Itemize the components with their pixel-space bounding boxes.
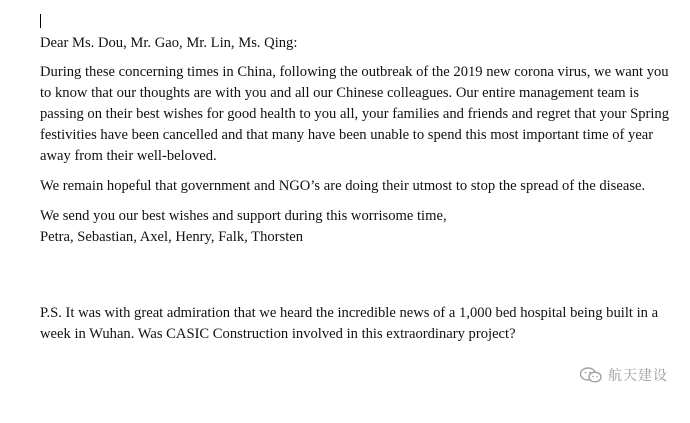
text-cursor (40, 14, 41, 28)
paragraph-1: During these concerning times in China, following the outbreak of the 2019 new corona virus, we want you to know that our thoughts are with you and all our Chinese colleagues. Our entire management team is passing on their best wishes for good health to you all, your families and friends and regret that your Spring festivities have been cancelled and that many have been unable to spend this most important time of year away from their well-beloved. (40, 64, 670, 164)
signatures: Petra, Sebastian, Axel, Henry, Falk, Thorsten (40, 229, 304, 245)
wechat-icon (579, 366, 603, 384)
postscript: P.S. It was with great admiration that we heard the incredible news of a 1,000 bed hospital being built in a week in Wuhan. Was CASIC Construction involved in this extraordinary project? (40, 305, 659, 342)
closing-line: We send you our best wishes and support during this worrisome time, (40, 208, 447, 224)
watermark-label: 航天建设 (608, 368, 668, 384)
spacer (40, 257, 680, 303)
paragraph-2: We remain hopeful that government and NGO’s are doing their utmost to stop the spread of the disease. (40, 178, 646, 194)
salutation: Dear Ms. Dou, Mr. Gao, Mr. Lin, Ms. Qing: (40, 35, 298, 51)
watermark (579, 365, 668, 385)
letter-body[interactable] (40, 33, 680, 354)
